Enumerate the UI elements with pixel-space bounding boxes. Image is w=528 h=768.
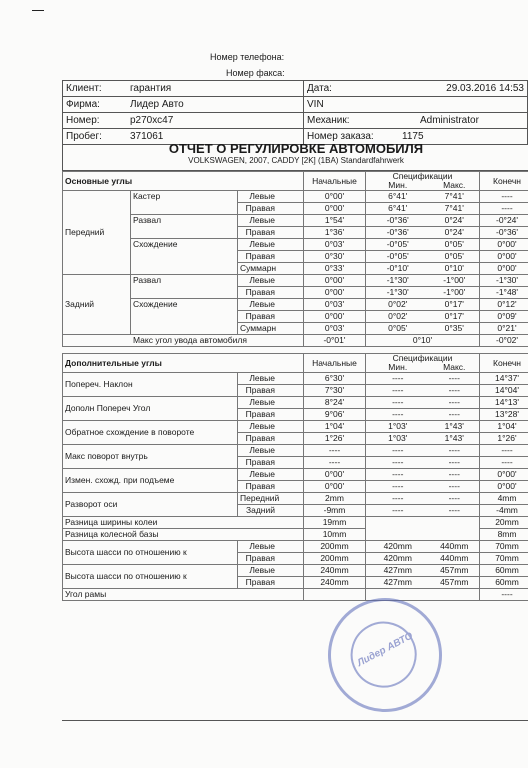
max-value: 0°17' [430, 311, 480, 323]
min-value: 427mm [366, 577, 430, 589]
final-value: ---- [480, 589, 528, 601]
final-value: 0°00' [480, 251, 528, 263]
mileage-value: 371061 [127, 129, 304, 145]
date-value: 29.03.2016 14:53 [390, 81, 528, 97]
max-value [430, 589, 480, 601]
axle-front-label: Передний [63, 191, 131, 275]
min-value: ---- [366, 385, 430, 397]
angle-group-label: Схождение [131, 299, 238, 335]
max-value: 0°24' [430, 227, 480, 239]
order-value: 1175 [390, 129, 528, 145]
max-value: 0°10' [430, 263, 480, 275]
client-label: Клиент: [63, 81, 128, 97]
column-final: Конечн [480, 354, 528, 373]
mileage-label: Пробег: [63, 129, 128, 145]
column-max: Макс. [430, 363, 480, 373]
side-label: Правая [238, 577, 304, 589]
table-row [63, 469, 528, 481]
min-value: 420mm [366, 541, 430, 553]
initial-value: ---- [304, 457, 366, 469]
final-value: 0°00' [480, 263, 528, 275]
table-row [63, 445, 528, 457]
side-label: Левые [238, 299, 304, 311]
mechanic-label: Механик: [304, 113, 391, 129]
angle-label: Дополн Попереч Угол [63, 397, 238, 421]
column-initial: Начальные [304, 172, 366, 191]
max-value: 0°24' [430, 215, 480, 227]
max-value: ---- [430, 409, 480, 421]
initial-value: 0°30' [304, 251, 366, 263]
table-row [63, 275, 528, 287]
initial-value: 0°03' [304, 239, 366, 251]
final-value: 60mm [480, 577, 528, 589]
initial-value: 6°30' [304, 373, 366, 385]
initial-value: 8°24' [304, 397, 366, 409]
min-value: -0°05' [366, 251, 430, 263]
fax-label: Номер факса: [226, 68, 285, 78]
min-value: ---- [366, 457, 430, 469]
table-row [63, 493, 528, 505]
max-value: -1°00' [430, 287, 480, 299]
initial-value: 10mm [304, 529, 366, 541]
initial-value [304, 589, 366, 601]
max-value: ---- [430, 373, 480, 385]
min-value: 427mm [366, 565, 430, 577]
final-value: 13°28' [480, 409, 528, 421]
max-value: 440mm [430, 553, 480, 565]
number-label: Номер: [63, 113, 128, 129]
initial-value: 240mm [304, 565, 366, 577]
max-value: ---- [430, 481, 480, 493]
min-value: ---- [366, 481, 430, 493]
thrust-final: -0°02' [480, 335, 528, 347]
angle-label: Разница ширины колеи [63, 517, 304, 529]
date-label: Дата: [304, 81, 391, 97]
final-value: 0°00' [480, 469, 528, 481]
section-header-row [63, 172, 528, 182]
min-value: ---- [366, 493, 430, 505]
max-value: 0°35' [430, 323, 480, 335]
initial-value: 240mm [304, 577, 366, 589]
min-value: 0°02' [366, 311, 430, 323]
thrust-initial: -0°01' [304, 335, 366, 347]
min-value: ---- [366, 409, 430, 421]
column-spec: Спецификации [366, 172, 480, 182]
min-value: 6°41' [366, 203, 430, 215]
initial-value: 7°30' [304, 385, 366, 397]
final-value: ---- [480, 203, 528, 215]
angle-label: Измен. схожд. при подъеме [63, 469, 238, 493]
min-value: -1°30' [366, 275, 430, 287]
final-value: 8mm [480, 529, 528, 541]
table-row [63, 335, 528, 347]
stamp-text: Лидер АВТО [355, 630, 415, 670]
min-value: -0°36' [366, 215, 430, 227]
min-value: -0°05' [366, 239, 430, 251]
table-row [63, 239, 528, 251]
angle-group-label: Кастер [131, 191, 238, 215]
angle-label: Разворот оси [63, 493, 238, 517]
thrust-label: Макс угол увода автомобиля [63, 335, 304, 347]
final-value: 14°13' [480, 397, 528, 409]
final-value: 60mm [480, 565, 528, 577]
side-label: Правая [238, 481, 304, 493]
max-value: 0°17' [430, 299, 480, 311]
side-label: Задний [238, 505, 304, 517]
min-value: -0°10' [366, 263, 430, 275]
table-row [63, 299, 528, 311]
final-value: 1°04' [480, 421, 528, 433]
max-value: 7°41' [430, 191, 480, 203]
angle-label: Обратное схождение в повороте [63, 421, 238, 445]
min-value: ---- [366, 373, 430, 385]
table-row [63, 517, 528, 529]
side-label: Левые [238, 469, 304, 481]
final-value: -4mm [480, 505, 528, 517]
angle-label: Высота шасси по отношению к [63, 565, 238, 589]
spec-empty [366, 517, 480, 541]
max-value: 0°05' [430, 239, 480, 251]
table-row [63, 565, 528, 577]
vin-label: VIN [304, 97, 391, 113]
min-value: -1°30' [366, 287, 430, 299]
side-label: Правая [238, 227, 304, 239]
final-value: ---- [480, 191, 528, 203]
vin-value [390, 97, 528, 113]
table-row [63, 373, 528, 385]
angle-label: Угол рамы [63, 589, 304, 601]
max-value: 1°43' [430, 433, 480, 445]
max-value: 440mm [430, 541, 480, 553]
side-label: Левые [238, 421, 304, 433]
final-value: 14°04' [480, 385, 528, 397]
initial-value: 0°00' [304, 287, 366, 299]
side-label: Правая [238, 311, 304, 323]
final-value: 0°12' [480, 299, 528, 311]
report-subtitle: VOLKSWAGEN, 2007, CADDY [2K] (1BA) Standardfahrwerk [188, 156, 404, 165]
final-value: 70mm [480, 553, 528, 565]
bottom-rule [62, 720, 528, 721]
final-value: 0°00' [480, 481, 528, 493]
max-value: 457mm [430, 565, 480, 577]
initial-value: 0°00' [304, 203, 366, 215]
alignment-table [62, 171, 528, 601]
main-section-title: Основные углы [63, 172, 304, 191]
initial-value: 1°54' [304, 215, 366, 227]
min-value: 420mm [366, 553, 430, 565]
angle-label: Макс поворот внутрь [63, 445, 238, 469]
table-row [63, 541, 528, 553]
side-label: Правая [238, 457, 304, 469]
final-value: -1°48' [480, 287, 528, 299]
initial-value: 2mm [304, 493, 366, 505]
max-value: ---- [430, 385, 480, 397]
column-initial: Начальные [304, 354, 366, 373]
final-value: 14°37' [480, 373, 528, 385]
company-stamp [308, 578, 462, 732]
max-value: ---- [430, 493, 480, 505]
column-final: Конечн [480, 172, 528, 191]
firm-label: Фирма: [63, 97, 128, 113]
max-value: 0°05' [430, 251, 480, 263]
section-header-row [63, 354, 528, 364]
side-label: Левые [238, 445, 304, 457]
table-row [63, 421, 528, 433]
report-title: ОТЧЕТ О РЕГУЛИРОВКЕ АВТОМОБИЛЯ [168, 141, 424, 156]
initial-value: 0°33' [304, 263, 366, 275]
max-value: 1°43' [430, 421, 480, 433]
table-row [63, 397, 528, 409]
final-value: 0°09' [480, 311, 528, 323]
angle-group-label: Развал [131, 215, 238, 239]
column-max: Макс. [430, 181, 480, 191]
header-table [62, 80, 528, 145]
initial-value: 0°03' [304, 323, 366, 335]
initial-value: 1°36' [304, 227, 366, 239]
initial-value: 0°00' [304, 469, 366, 481]
thrust-spec: 0°10' [366, 335, 480, 347]
angle-label: Попереч. Наклон [63, 373, 238, 397]
side-label: Правая [238, 433, 304, 445]
side-label: Левые [238, 397, 304, 409]
client-value: гарантия [127, 81, 304, 97]
min-value: 1°03' [366, 421, 430, 433]
axle-rear-label: Задний [63, 275, 131, 335]
min-value: ---- [366, 445, 430, 457]
initial-value: 9°06' [304, 409, 366, 421]
spacer [63, 347, 528, 354]
column-min: Мин. [366, 181, 430, 191]
report-title-box [62, 140, 528, 171]
max-value: ---- [430, 505, 480, 517]
final-value: 1°26' [480, 433, 528, 445]
side-label: Левые [238, 239, 304, 251]
side-label: Левые [238, 275, 304, 287]
initial-value: 0°03' [304, 299, 366, 311]
final-value: ---- [480, 457, 528, 469]
max-value: ---- [430, 445, 480, 457]
phone-label: Номер телефона: [210, 52, 285, 62]
initial-value: 0°00' [304, 311, 366, 323]
additional-section-title: Дополнительные углы [63, 354, 304, 373]
side-label: Правая [238, 409, 304, 421]
side-label: Правая [238, 203, 304, 215]
final-value: ---- [480, 445, 528, 457]
min-value: 0°05' [366, 323, 430, 335]
min-value: ---- [366, 505, 430, 517]
order-label: Номер заказа: [304, 129, 391, 145]
max-value: ---- [430, 397, 480, 409]
side-label: Левые [238, 541, 304, 553]
initial-value: 0°00' [304, 191, 366, 203]
final-value: 70mm [480, 541, 528, 553]
max-value: ---- [430, 469, 480, 481]
side-label: Левые [238, 565, 304, 577]
spacer-row [63, 347, 528, 354]
side-label: Правая [238, 553, 304, 565]
initial-value: -9mm [304, 505, 366, 517]
angle-group-label: Схождение [131, 239, 238, 275]
final-value: 0°00' [480, 239, 528, 251]
max-value: ---- [430, 457, 480, 469]
angle-label: Разница колесной базы [63, 529, 304, 541]
table-row [63, 191, 528, 203]
mechanic-value: Administrator [390, 113, 528, 129]
table-row [63, 215, 528, 227]
column-min: Мин. [366, 363, 430, 373]
scan-mark [32, 10, 44, 11]
min-value: 0°02' [366, 299, 430, 311]
side-label: Левые [238, 373, 304, 385]
initial-value: 1°04' [304, 421, 366, 433]
min-value: ---- [366, 469, 430, 481]
side-label: Передний [238, 493, 304, 505]
initial-value: ---- [304, 445, 366, 457]
min-value: -0°36' [366, 227, 430, 239]
initial-value: 1°26' [304, 433, 366, 445]
side-label: Правая [238, 287, 304, 299]
max-value: -1°00' [430, 275, 480, 287]
final-value: -0°24' [480, 215, 528, 227]
side-label: Левые [238, 191, 304, 203]
side-label: Правая [238, 385, 304, 397]
final-value: 0°21' [480, 323, 528, 335]
side-label: Левые [238, 215, 304, 227]
final-value: -1°30' [480, 275, 528, 287]
initial-value: 0°00' [304, 275, 366, 287]
min-value: 1°03' [366, 433, 430, 445]
initial-value: 200mm [304, 541, 366, 553]
side-label: Суммарн [238, 323, 304, 335]
min-value: ---- [366, 397, 430, 409]
max-value: 7°41' [430, 203, 480, 215]
angle-group-label: Развал [131, 275, 238, 299]
side-label: Правая [238, 251, 304, 263]
number-value: р270хс47 [127, 113, 304, 129]
initial-value: 0°00' [304, 481, 366, 493]
table-row [63, 589, 528, 601]
initial-value: 200mm [304, 553, 366, 565]
final-value: 20mm [480, 517, 528, 529]
side-label: Суммарн [238, 263, 304, 275]
firm-value: Лидер Авто [127, 97, 304, 113]
initial-value: 19mm [304, 517, 366, 529]
final-value: 4mm [480, 493, 528, 505]
min-value: 6°41' [366, 191, 430, 203]
column-spec: Спецификации [366, 354, 480, 364]
max-value: 457mm [430, 577, 480, 589]
angle-label: Высота шасси по отношению к [63, 541, 238, 565]
final-value: -0°36' [480, 227, 528, 239]
